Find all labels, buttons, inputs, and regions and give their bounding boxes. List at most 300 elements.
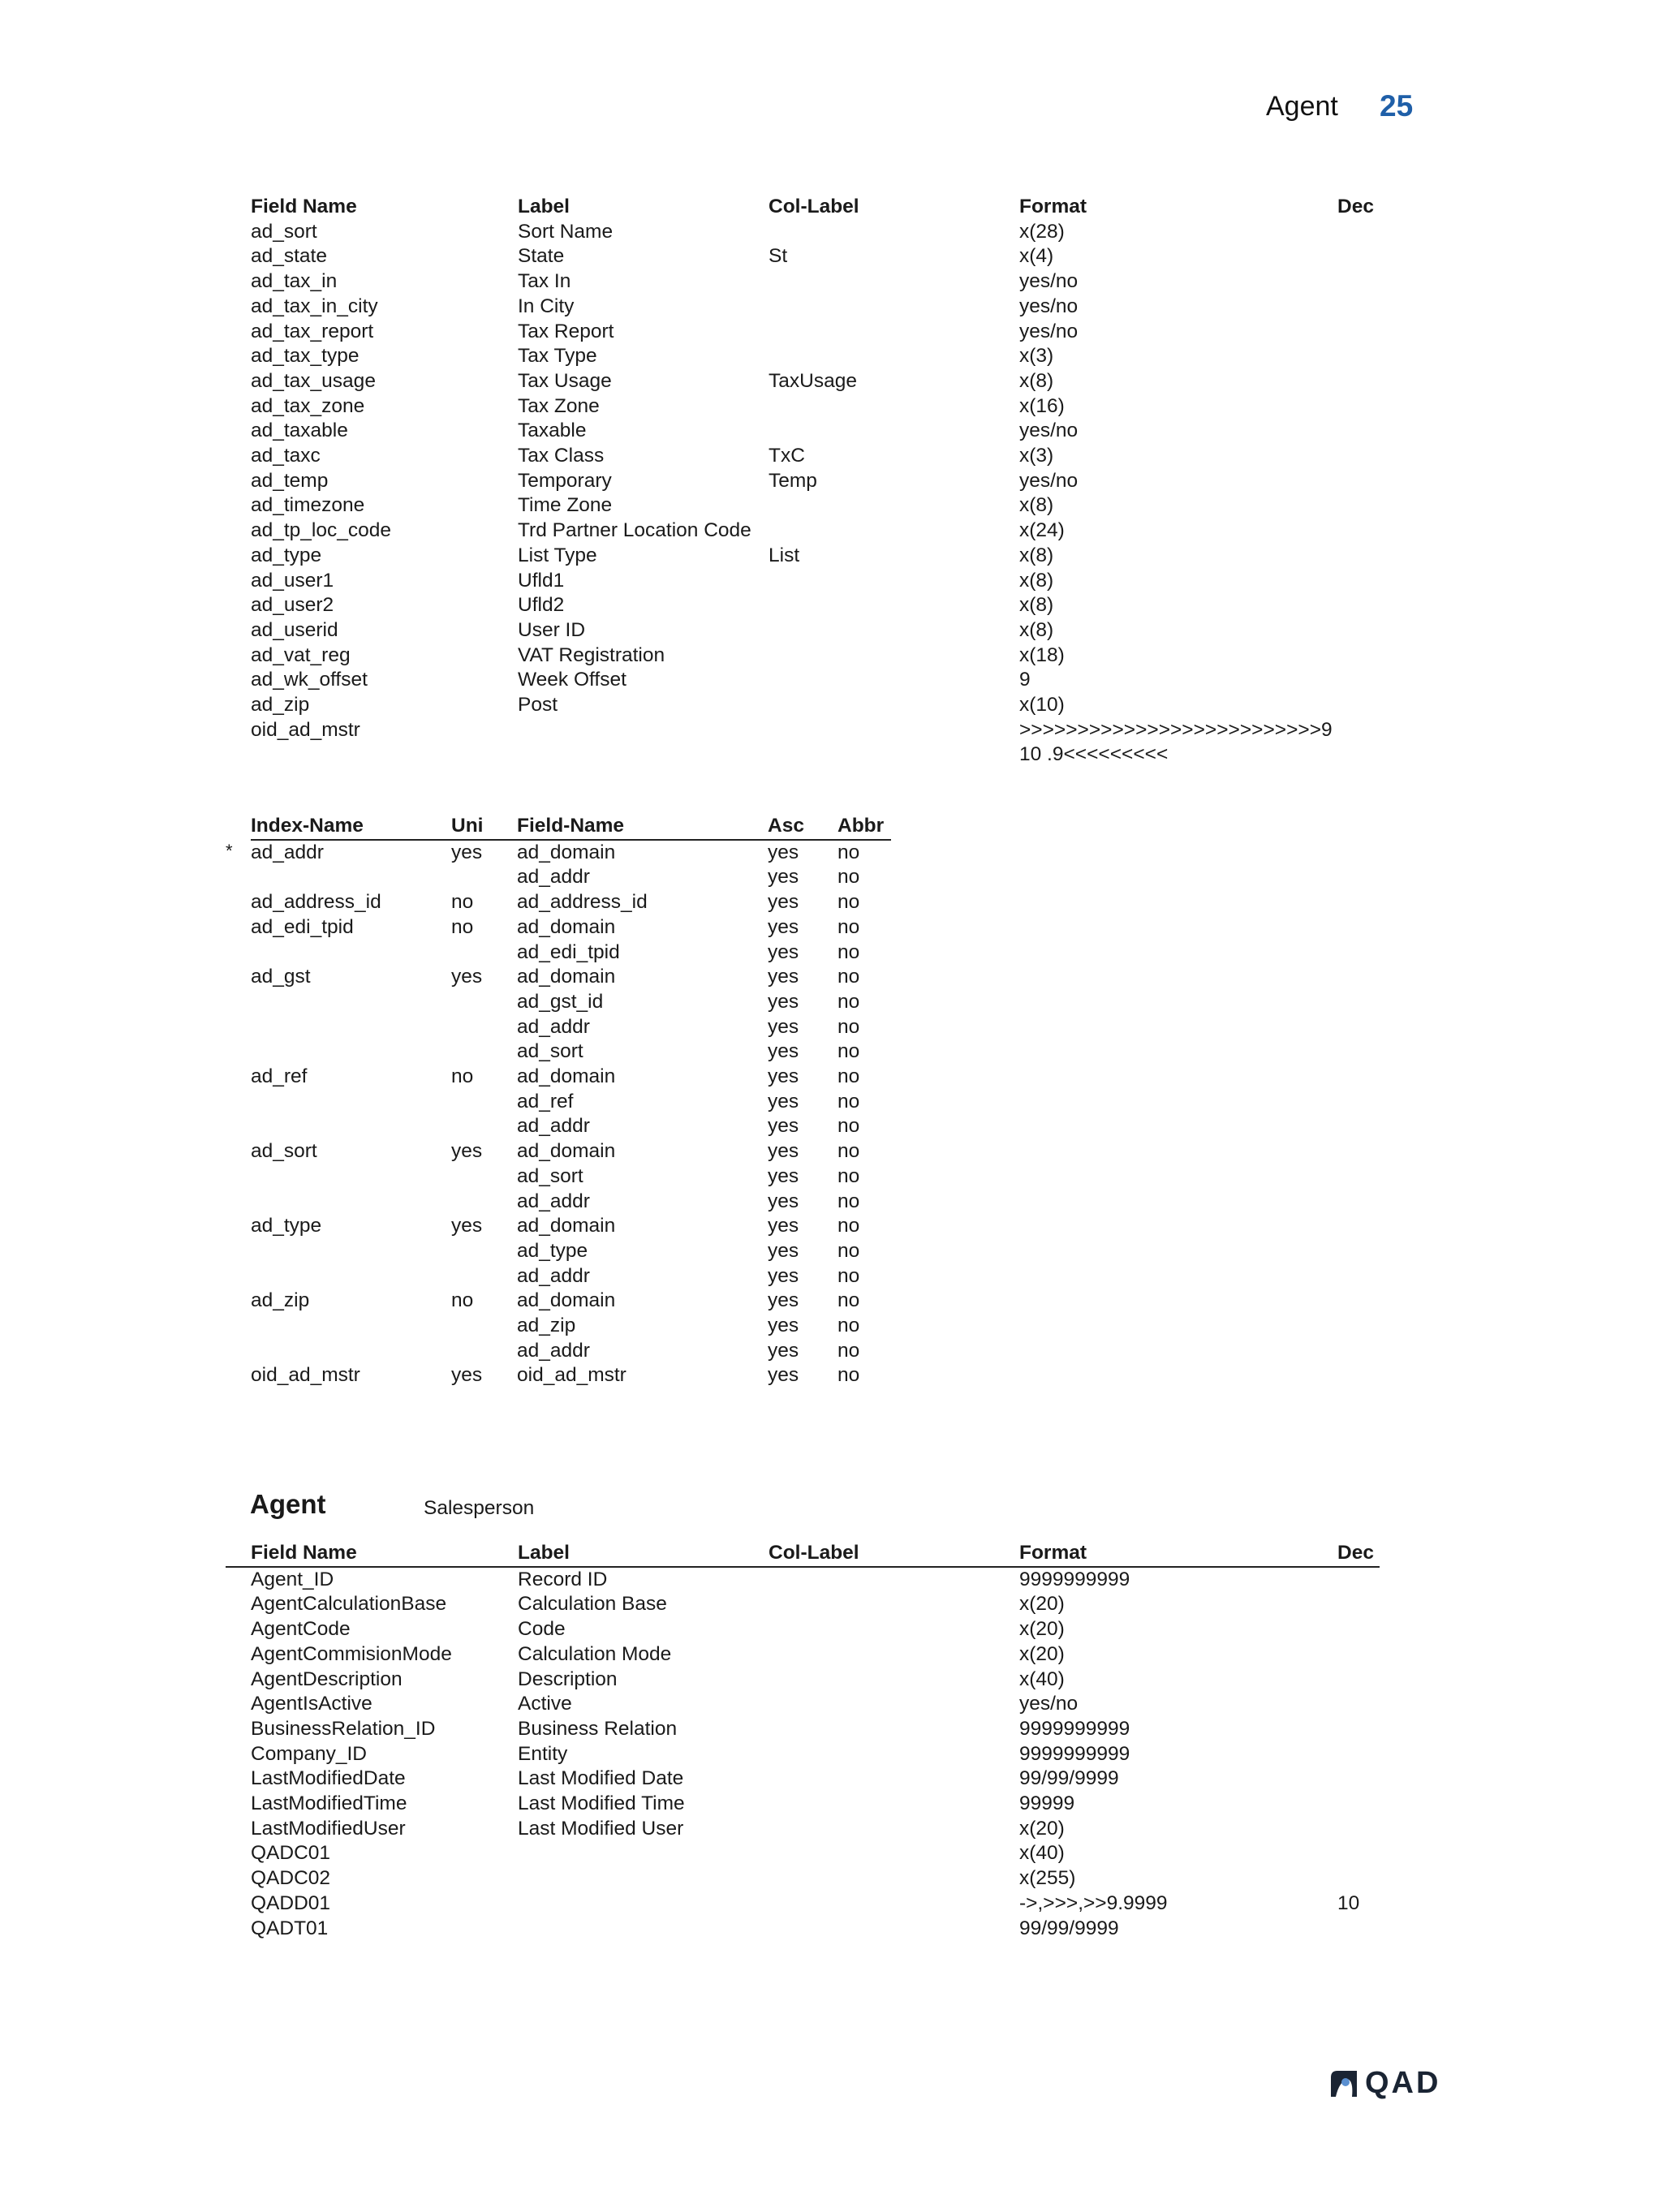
table-row <box>226 1717 1380 1742</box>
fields-table <box>251 195 1387 768</box>
table-cell: x(40) <box>1019 1842 1065 1865</box>
table-cell: x(8) <box>1019 594 1054 617</box>
spacer-cell <box>226 1866 251 1891</box>
table-cell: 9999999999 <box>1019 1568 1130 1590</box>
table-cell <box>518 1841 769 1866</box>
table-cell <box>451 1239 517 1264</box>
column-header: Format <box>1019 196 1087 217</box>
table-cell <box>769 1891 1019 1917</box>
table-cell <box>1337 469 1387 494</box>
table-cell: AgentCode <box>251 1618 351 1641</box>
table-cell: no <box>837 1164 860 1187</box>
table-cell: Entity <box>518 1742 568 1765</box>
table-row <box>251 269 1387 295</box>
table-cell <box>451 1164 517 1190</box>
table-cell: ad_sort <box>517 1164 583 1187</box>
spacer-cell <box>226 1617 251 1642</box>
table-cell: ad_sort <box>251 220 317 243</box>
table-cell: no <box>837 1264 860 1287</box>
spacer-cell <box>226 1917 251 1942</box>
table-cell: yes <box>768 1264 799 1287</box>
table-cell: List <box>769 544 800 566</box>
table-row <box>226 840 891 866</box>
table-cell: yes <box>768 1339 799 1362</box>
table-cell: ad_addr <box>517 1264 590 1287</box>
table-cell: ad_tp_loc_code <box>251 519 392 542</box>
table-cell: yes <box>768 1190 799 1212</box>
table-cell: Company_ID <box>251 1742 367 1765</box>
table-cell: yes/no <box>1019 295 1079 317</box>
table-cell: Last Modified Time <box>518 1792 685 1815</box>
table-cell: no <box>837 891 860 914</box>
table-cell: yes <box>768 915 799 938</box>
spacer-cell <box>226 1090 251 1115</box>
spacer-cell <box>226 865 251 890</box>
column-header: Dec <box>1337 196 1374 217</box>
table-cell <box>1337 1866 1380 1891</box>
table-cell <box>251 1039 451 1065</box>
table-cell <box>769 1792 1019 1817</box>
table-cell: x(8) <box>1019 618 1054 641</box>
table-row <box>226 1114 891 1139</box>
table-cell: ad_addr <box>251 841 324 863</box>
table-cell: yes <box>768 1364 799 1387</box>
table-row <box>226 1617 1380 1642</box>
spacer-cell <box>226 1717 251 1742</box>
table-row <box>251 569 1387 594</box>
table-row <box>226 1917 1380 1942</box>
spacer-cell <box>226 890 251 915</box>
column-header: Format <box>1019 1541 1337 1567</box>
table-cell <box>1337 1817 1380 1842</box>
table-row <box>251 693 1387 718</box>
table-cell <box>769 1817 1019 1842</box>
spacer-cell <box>226 915 251 940</box>
spacer-cell <box>226 1817 251 1842</box>
table-cell: yes <box>451 1215 483 1237</box>
table-cell: AgentCalculationBase <box>251 1593 447 1616</box>
spacer-cell <box>226 940 251 966</box>
table-cell: ad_domain <box>517 1289 616 1312</box>
table-cell <box>251 1090 451 1115</box>
table-cell: BusinessRelation_ID <box>251 1717 436 1740</box>
table-cell: yes <box>451 841 483 863</box>
table-cell <box>518 718 769 768</box>
table-cell: 99999 <box>1019 1792 1075 1815</box>
table-cell: x(28) <box>1019 220 1065 243</box>
table-row <box>226 965 891 990</box>
table-cell: ad_tax_in_city <box>251 295 378 317</box>
section-title: Agent <box>250 1489 326 1519</box>
table-cell: Tax Class <box>518 445 605 467</box>
table-row <box>251 718 1387 768</box>
table-cell: ad_taxc <box>251 445 321 467</box>
table-cell <box>769 1767 1019 1792</box>
table-row <box>251 444 1387 469</box>
table-cell <box>769 344 1019 369</box>
table-cell: oid_ad_mstr <box>517 1364 626 1387</box>
qad-logo-text: QAD <box>1365 2066 1441 2100</box>
spacer-cell <box>226 1239 251 1264</box>
table-row <box>226 1289 891 1314</box>
column-header: Col-Label <box>769 1541 1019 1567</box>
spacer-cell <box>226 965 251 990</box>
table-cell: x(3) <box>1019 345 1054 368</box>
table-cell <box>251 865 451 890</box>
table-cell <box>769 718 1019 768</box>
table-row <box>226 865 891 890</box>
table-row <box>226 1841 1380 1866</box>
spacer-cell <box>226 1015 251 1040</box>
table-row <box>226 1642 1380 1668</box>
table-cell: no <box>837 841 860 863</box>
table-cell: no <box>837 1190 860 1212</box>
table-cell <box>251 1239 451 1264</box>
spacer-cell <box>226 1363 251 1388</box>
table-cell <box>1337 244 1387 269</box>
table-cell: Tax Report <box>518 320 614 342</box>
table-cell: no <box>837 1040 860 1063</box>
table-cell: no <box>837 915 860 938</box>
table-cell: Tax In <box>518 270 571 293</box>
table-cell: no <box>837 1090 860 1112</box>
table-row <box>251 369 1387 394</box>
table-row <box>226 1164 891 1190</box>
table-cell <box>1337 593 1387 618</box>
table-cell <box>1337 369 1387 394</box>
table-cell: no <box>837 1364 860 1387</box>
table-cell: oid_ad_mstr <box>251 1364 360 1387</box>
table-cell: ad_ref <box>251 1065 308 1088</box>
table-cell: ad_edi_tpid <box>517 940 620 963</box>
table-cell: yes <box>768 866 799 889</box>
table-row <box>226 1363 891 1388</box>
table-cell: Temporary <box>518 469 612 492</box>
table-cell: no <box>837 866 860 889</box>
column-header: Field Name <box>251 1541 518 1567</box>
table-row <box>226 1567 1380 1593</box>
table-cell: ad_ref <box>517 1090 574 1112</box>
spacer-cell <box>226 1767 251 1792</box>
table-cell: yes/no <box>1019 420 1079 442</box>
table-cell <box>1337 693 1387 718</box>
table-cell: ad_addr <box>517 1115 590 1138</box>
table-cell <box>769 295 1019 320</box>
table-cell: no <box>837 1339 860 1362</box>
spacer-cell <box>226 1541 251 1567</box>
table-cell <box>251 990 451 1015</box>
table-cell: yes <box>768 1239 799 1262</box>
table-row <box>226 1015 891 1040</box>
spacer-cell <box>226 1642 251 1668</box>
table-row <box>226 1214 891 1239</box>
table-cell <box>251 1164 451 1190</box>
qad-logo <box>1328 2066 1440 2101</box>
table-cell: Ufld1 <box>518 569 565 592</box>
table-row <box>226 1668 1380 1693</box>
table-row <box>251 344 1387 369</box>
table-cell: Agent_ID <box>251 1568 334 1590</box>
table-cell: ad_zip <box>251 1289 310 1312</box>
table-cell: x(255) <box>1019 1867 1076 1890</box>
table-cell <box>769 320 1019 345</box>
table-cell: QADD01 <box>251 1891 331 1914</box>
table-row <box>226 1742 1380 1767</box>
table-cell: yes/no <box>1019 270 1079 293</box>
table-cell: no <box>451 1289 474 1312</box>
table-cell: yes <box>768 1289 799 1312</box>
table-row <box>251 618 1387 643</box>
table-cell: yes/no <box>1019 469 1079 492</box>
table-cell <box>518 1891 769 1917</box>
table-cell <box>518 1866 769 1891</box>
section-description: Salesperson <box>424 1497 535 1519</box>
table-cell: no <box>837 1315 860 1337</box>
table-cell: Code <box>518 1618 566 1641</box>
table-cell: TaxUsage <box>769 369 857 392</box>
table-cell: Last Modified Date <box>518 1767 684 1790</box>
spacer-cell <box>226 1891 251 1917</box>
spacer-cell <box>226 1039 251 1065</box>
table-cell <box>769 593 1019 618</box>
table-cell <box>769 1717 1019 1742</box>
table-cell: ad_tax_in <box>251 270 338 293</box>
table-row <box>226 1592 1380 1617</box>
table-cell: no <box>837 990 860 1013</box>
table-cell <box>1337 1742 1380 1767</box>
table-cell <box>1337 718 1387 768</box>
table-cell <box>769 618 1019 643</box>
table-cell <box>451 1114 517 1139</box>
spacer-cell <box>226 1114 251 1139</box>
table-row <box>226 1767 1380 1792</box>
table-cell <box>1337 344 1387 369</box>
table-cell: Tax Usage <box>518 369 612 392</box>
table-cell: >>>>>>>>>>>>>>>>>>>>>>>>>>9 10 .9<<<<<<<<< <box>1019 718 1333 766</box>
table-row <box>251 419 1387 444</box>
table-cell: ad_gst_id <box>517 990 604 1013</box>
table-cell <box>1337 1642 1380 1668</box>
table-cell: yes <box>768 1090 799 1112</box>
column-header: Label <box>518 1541 769 1567</box>
table-cell: ad_domain <box>517 841 616 863</box>
table-cell: x(16) <box>1019 394 1065 417</box>
table-cell: QADC02 <box>251 1867 331 1890</box>
table-cell: no <box>837 1065 860 1088</box>
table-cell <box>1337 1692 1380 1717</box>
table-cell: ->,>>>,>>9.9999 <box>1019 1891 1168 1914</box>
table-cell <box>451 1090 517 1115</box>
spacer-cell <box>226 1742 251 1767</box>
table-cell: In City <box>518 295 575 317</box>
table-cell: yes <box>768 1065 799 1088</box>
spacer-cell <box>226 814 251 840</box>
table-cell: 99/99/9999 <box>1019 1767 1119 1790</box>
table-cell <box>1337 269 1387 295</box>
table-cell <box>1337 544 1387 569</box>
spacer-cell <box>226 1314 251 1339</box>
table-row <box>226 1866 1380 1891</box>
table-cell: ad_type <box>251 544 322 566</box>
table-cell <box>451 1264 517 1289</box>
index-table-header <box>226 814 891 840</box>
table-cell: Description <box>518 1668 618 1690</box>
table-cell: ad_edi_tpid <box>251 915 354 938</box>
table-cell: VAT Registration <box>518 643 665 666</box>
table-cell: ad_user2 <box>251 594 334 617</box>
table-cell: no <box>837 1115 860 1138</box>
table-cell <box>251 940 451 966</box>
table-cell: ad_addr <box>517 1015 590 1038</box>
table-row <box>251 295 1387 320</box>
table-cell: yes <box>768 1140 799 1163</box>
table-cell: x(18) <box>1019 643 1065 666</box>
table-cell: Post <box>518 694 558 717</box>
table-row <box>226 1065 891 1090</box>
table-cell: 10 <box>1337 1891 1360 1914</box>
table-row <box>226 1891 1380 1917</box>
table-cell <box>1337 1668 1380 1693</box>
table-cell <box>451 1015 517 1040</box>
table-cell <box>1337 569 1387 594</box>
table-cell: x(20) <box>1019 1593 1065 1616</box>
table-cell: x(24) <box>1019 519 1065 542</box>
table-cell: ad_address_id <box>517 891 648 914</box>
table-row <box>226 1817 1380 1842</box>
table-cell <box>518 1917 769 1942</box>
table-cell: yes <box>768 1115 799 1138</box>
table-row <box>251 643 1387 669</box>
table-cell: LastModifiedUser <box>251 1817 406 1840</box>
spacer-cell <box>226 1190 251 1215</box>
table-cell: no <box>837 966 860 988</box>
table-cell: yes <box>768 1315 799 1337</box>
table-cell <box>251 1190 451 1215</box>
table-cell <box>769 1917 1019 1942</box>
table-cell: Tax Type <box>518 345 597 368</box>
column-header: Label <box>518 196 570 217</box>
table-row <box>226 940 891 966</box>
table-cell: Record ID <box>518 1568 608 1590</box>
table-row <box>251 519 1387 544</box>
table-cell <box>1337 320 1387 345</box>
table-cell: Last Modified User <box>518 1817 684 1840</box>
table-row <box>226 990 891 1015</box>
table-cell <box>769 519 1019 544</box>
table-cell: no <box>451 915 474 938</box>
table-cell: ad_taxable <box>251 420 348 442</box>
table-cell <box>769 1617 1019 1642</box>
page-number: 25 <box>1380 89 1414 123</box>
table-row <box>251 394 1387 420</box>
table-cell: yes <box>768 841 799 863</box>
table-cell <box>1337 493 1387 519</box>
table-cell: ad_type <box>517 1239 588 1262</box>
table-cell: x(20) <box>1019 1817 1065 1840</box>
table-cell: no <box>837 940 860 963</box>
table-cell: ad_gst <box>251 966 311 988</box>
table-cell: ad_addr <box>517 866 590 889</box>
spacer-cell <box>226 1592 251 1617</box>
table-cell: x(8) <box>1019 569 1054 592</box>
table-cell: List Type <box>518 544 597 566</box>
table-row <box>226 1190 891 1215</box>
table-cell <box>451 1190 517 1215</box>
table-row <box>251 493 1387 519</box>
table-cell: Time Zone <box>518 494 613 517</box>
table-row <box>226 1314 891 1339</box>
table-cell <box>451 1339 517 1364</box>
table-cell: Calculation Base <box>518 1593 667 1616</box>
table-cell: ad_domain <box>517 1215 616 1237</box>
table-cell: ad_addr <box>517 1339 590 1362</box>
table-row <box>251 244 1387 269</box>
table-cell <box>251 1015 451 1040</box>
table-cell <box>769 1866 1019 1891</box>
table-cell: ad_zip <box>251 694 310 717</box>
table-cell: yes/no <box>1019 1693 1079 1715</box>
table-cell: yes <box>768 1215 799 1237</box>
table-cell: ad_domain <box>517 1065 616 1088</box>
table-cell: x(8) <box>1019 369 1054 392</box>
table-cell <box>1337 1717 1380 1742</box>
table-cell <box>451 1314 517 1339</box>
table-cell: Trd Partner Location Code <box>518 519 751 542</box>
spacer-cell <box>226 1065 251 1090</box>
table-cell <box>1337 220 1387 245</box>
table-cell: ad_user1 <box>251 569 334 592</box>
table-cell <box>1337 1917 1380 1942</box>
table-cell: ad_domain <box>517 966 616 988</box>
table-row <box>226 1239 891 1264</box>
table-cell: oid_ad_mstr <box>251 718 360 741</box>
table-cell <box>769 1592 1019 1617</box>
column-header: Field Name <box>251 196 357 217</box>
table-cell: ad_userid <box>251 618 338 641</box>
table-cell: ad_tax_type <box>251 345 360 368</box>
table-cell: x(4) <box>1019 245 1054 268</box>
table-row <box>251 469 1387 494</box>
agent-table-header <box>226 1541 1380 1567</box>
table-cell: ad_timezone <box>251 494 365 517</box>
table-cell <box>769 419 1019 444</box>
table-row <box>251 668 1387 693</box>
table-row <box>251 320 1387 345</box>
table-cell: ad_state <box>251 245 327 268</box>
table-row <box>251 220 1387 245</box>
table-cell: yes <box>451 1140 483 1163</box>
table-cell <box>769 394 1019 420</box>
table-cell: ad_zip <box>517 1315 576 1337</box>
primary-index-marker: * <box>226 841 233 861</box>
index-table <box>226 814 891 1388</box>
table-cell <box>769 1692 1019 1717</box>
table-cell <box>769 693 1019 718</box>
table-row <box>251 544 1387 569</box>
table-cell: x(3) <box>1019 445 1054 467</box>
table-cell: yes <box>768 990 799 1013</box>
table-cell: x(20) <box>1019 1618 1065 1641</box>
table-cell: ad_wk_offset <box>251 669 368 691</box>
fields-table-header <box>251 195 1387 220</box>
table-cell <box>1337 1792 1380 1817</box>
table-cell: no <box>837 1289 860 1312</box>
agent-fields-table <box>226 1541 1380 1941</box>
table-cell: x(8) <box>1019 494 1054 517</box>
table-cell <box>1337 1617 1380 1642</box>
column-header: Dec <box>1337 1541 1380 1567</box>
table-cell: ad_temp <box>251 469 329 492</box>
